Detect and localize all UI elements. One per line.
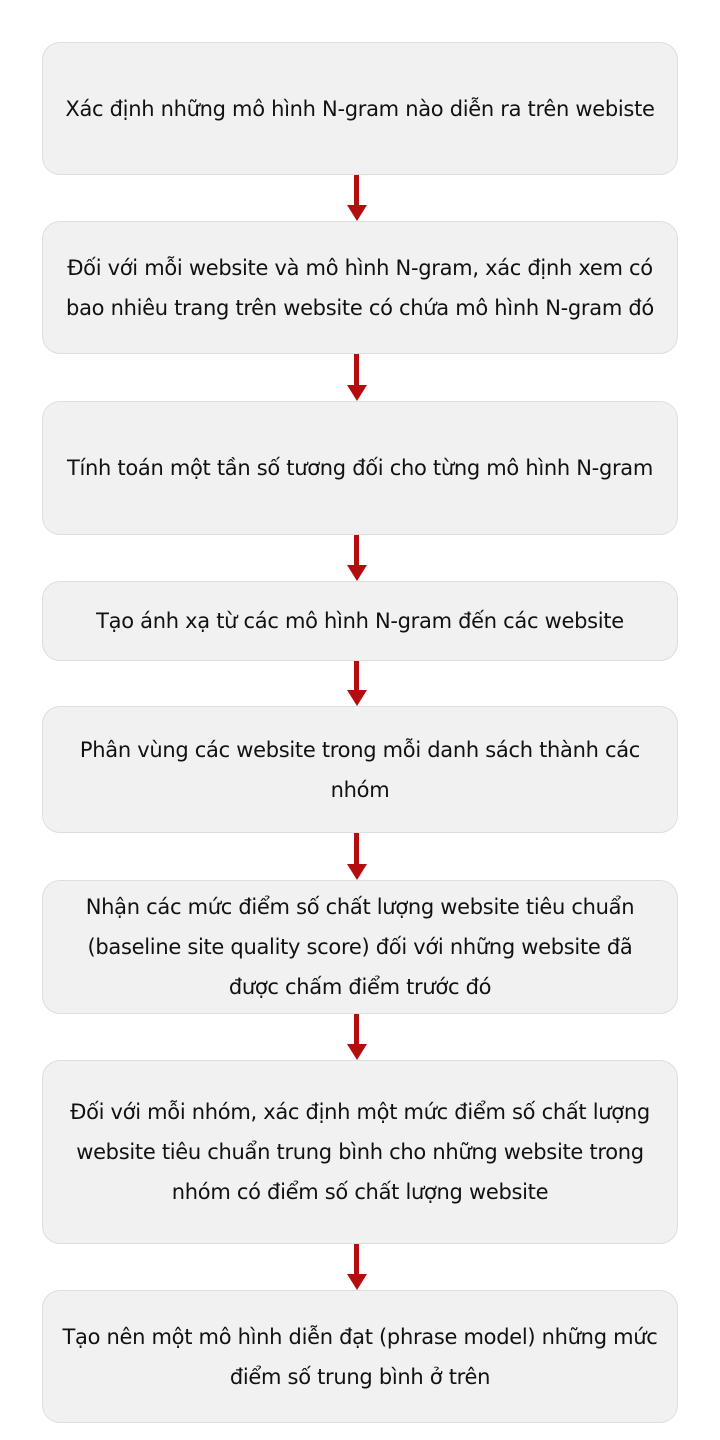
step-6-text: Nhận các mức điểm số chất lượng website tiêu chuẩn (baseline site quality score) đối với những website đã được chấm điểm trước đó	[85, 895, 635, 999]
arrow-down-icon	[347, 535, 367, 581]
arrow-down-icon	[347, 175, 367, 221]
step-7-text: Đối với mỗi nhóm, xác định một mức điểm số chất lượng website tiêu chuẩn trung bình cho những website trong nhóm có điểm số chất lượng website	[70, 1100, 650, 1204]
step-5-text: Phân vùng các website trong mỗi danh sách thành các nhóm	[79, 737, 641, 802]
step-2-box	[42, 221, 678, 354]
step-7-box	[42, 1060, 678, 1244]
step-8-text: Tạo nên một mô hình diễn đạt (phrase model) những mức điểm số trung bình ở trên	[62, 1324, 658, 1389]
step-6-box	[42, 880, 678, 1014]
arrow-down-icon	[347, 833, 367, 880]
step-4-text: Tạo ánh xạ từ các mô hình N-gram đến các website	[96, 609, 624, 633]
arrow-down-icon	[347, 1244, 367, 1290]
arrow-down-icon	[347, 354, 367, 401]
arrow-down-icon	[347, 1014, 367, 1060]
arrow-down-icon	[347, 661, 367, 706]
step-8-box	[42, 1290, 678, 1423]
step-2-text: Đối với mỗi website và mô hình N-gram, xác định xem có bao nhiêu trang trên website có chứa mô hình N-gram đó	[66, 255, 654, 320]
step-3-text: Tính toán một tần số tương đối cho từng mô hình N-gram	[66, 456, 654, 480]
step-1-box	[42, 42, 678, 175]
step-4-box	[42, 581, 678, 661]
step-5-box	[42, 706, 678, 833]
step-1-text: Xác định những mô hình N-gram nào diễn ra trên webiste	[65, 96, 655, 121]
step-3-box	[42, 401, 678, 535]
